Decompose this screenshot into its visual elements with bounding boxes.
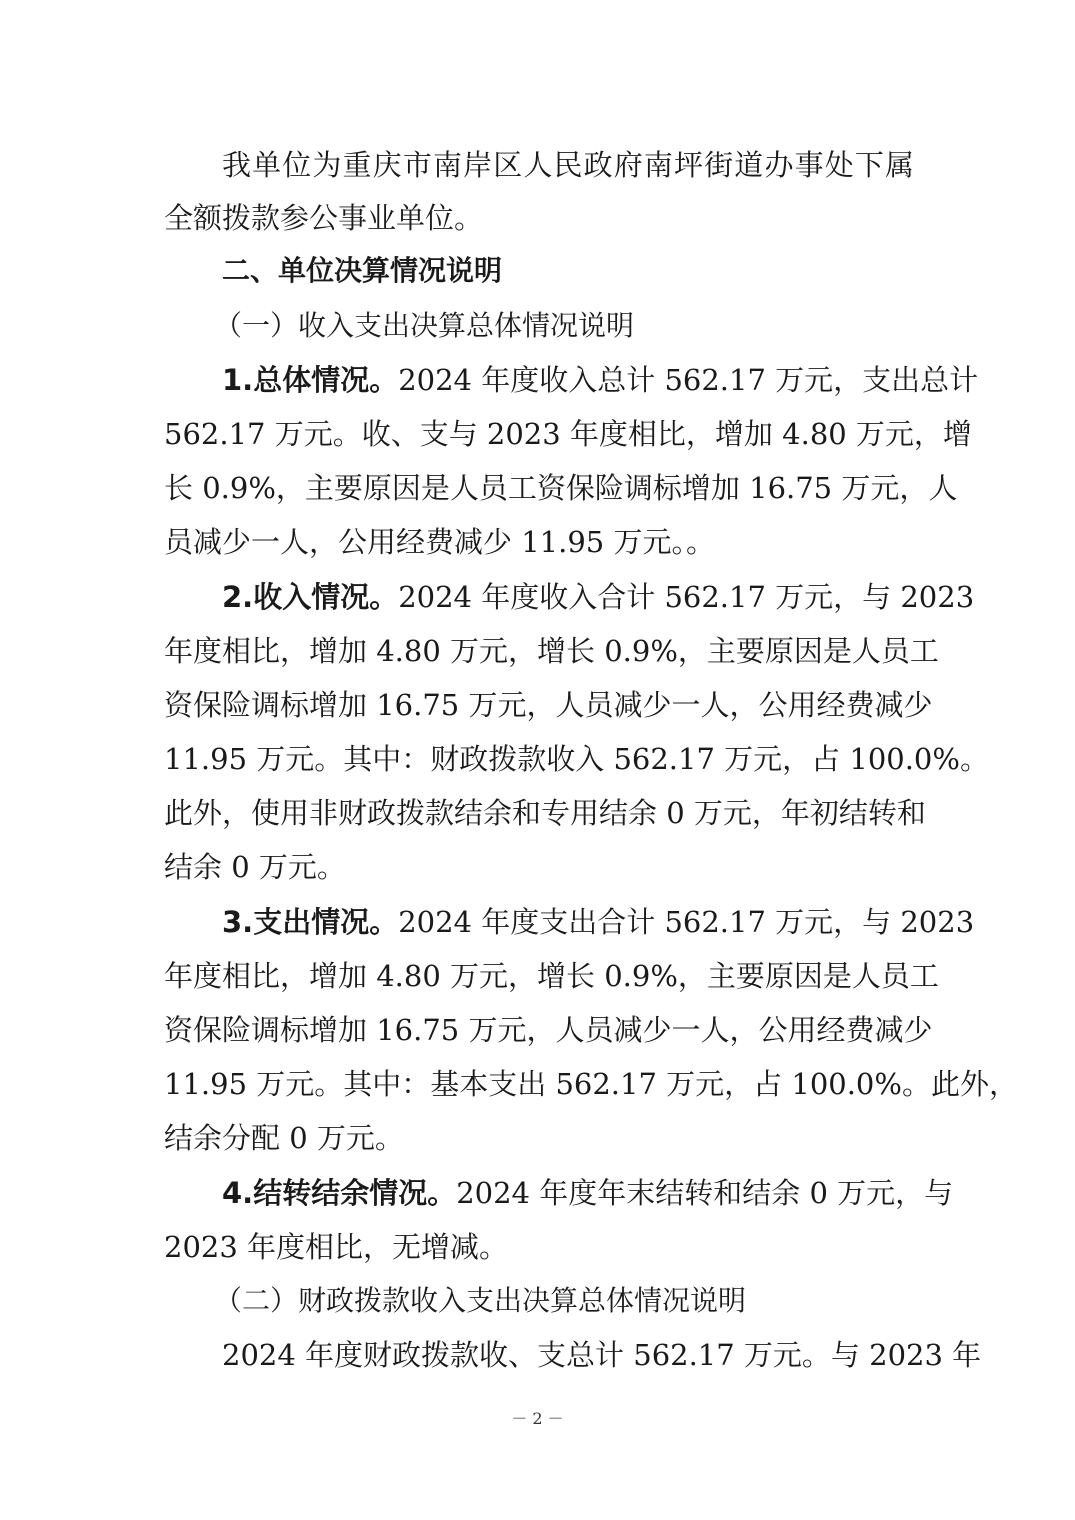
lead-rest: 2024 年度收入总计 562.17 万元，支出总计 (398, 363, 979, 397)
body-line: 结余 0 万元。 (164, 850, 346, 884)
paragraph-lead-line (222, 577, 975, 617)
paragraph-lead-line (222, 1173, 954, 1213)
body-line: 资保险调标增加 16.75 万元，人员减少一人，公用经费减少 (164, 688, 933, 722)
body-line: 此外，使用非财政拨款结余和专用结余 0 万元，年初结转和 (164, 796, 926, 830)
body-line: 2024 年度财政拨款收、支总计 562.17 万元。与 2023 年 (222, 1338, 982, 1372)
lead-bold: 1.总体情况。 (222, 363, 399, 397)
body-line: 11.95 万元。其中：财政拨款收入 562.17 万元，占 100.0%。 (164, 742, 989, 776)
subsection-heading: （二）财政拨款收入支出决算总体情况说明 (214, 1284, 747, 1317)
body-line: 全额拨款参公事业单位。 (164, 201, 484, 235)
body-line: 结余分配 0 万元。 (164, 1121, 404, 1155)
body-line: 年度相比，增加 4.80 万元，增长 0.9%，主要原因是人员工 (164, 634, 939, 668)
body-line: 2023 年度相比，无增减。 (164, 1230, 509, 1264)
body-line: 年度相比，增加 4.80 万元，增长 0.9%，主要原因是人员工 (164, 959, 939, 993)
lead-bold: 4.结转结余情况。 (222, 1176, 457, 1210)
body-line: 员减少一人，公用经费减少 11.95 万元。。 (164, 525, 715, 559)
body-line: 长 0.9%，主要原因是人员工资保险调标增加 16.75 万元，人 (164, 471, 958, 505)
section-heading: 二、单位决算情况说明 (222, 254, 503, 287)
lead-bold: 3.支出情况。 (222, 905, 399, 939)
body-line: 我单位为重庆市南岸区人民政府南坪街道办事处下属 (222, 148, 914, 182)
lead-rest: 2024 年度年末结转和结余 0 万元，与 (456, 1176, 954, 1210)
lead-bold: 2.收入情况。 (222, 580, 399, 614)
body-line: 562.17 万元。收、支与 2023 年度相比，增加 4.80 万元，增 (164, 417, 972, 451)
subsection-heading: （一）收入支出决算总体情况说明 (214, 309, 635, 342)
body-line: 资保险调标增加 16.75 万元，人员减少一人，公用经费减少 (164, 1013, 933, 1047)
paragraph-lead-line (222, 360, 979, 400)
lead-rest: 2024 年度支出合计 562.17 万元，与 2023 (398, 905, 975, 939)
lead-rest: 2024 年度收入合计 562.17 万元，与 2023 (398, 580, 975, 614)
paragraph-lead-line (222, 902, 975, 942)
page-number: － 2 － (511, 1409, 564, 1428)
body-line: 11.95 万元。其中：基本支出 562.17 万元，占 100.0%。此外， (164, 1067, 1018, 1101)
